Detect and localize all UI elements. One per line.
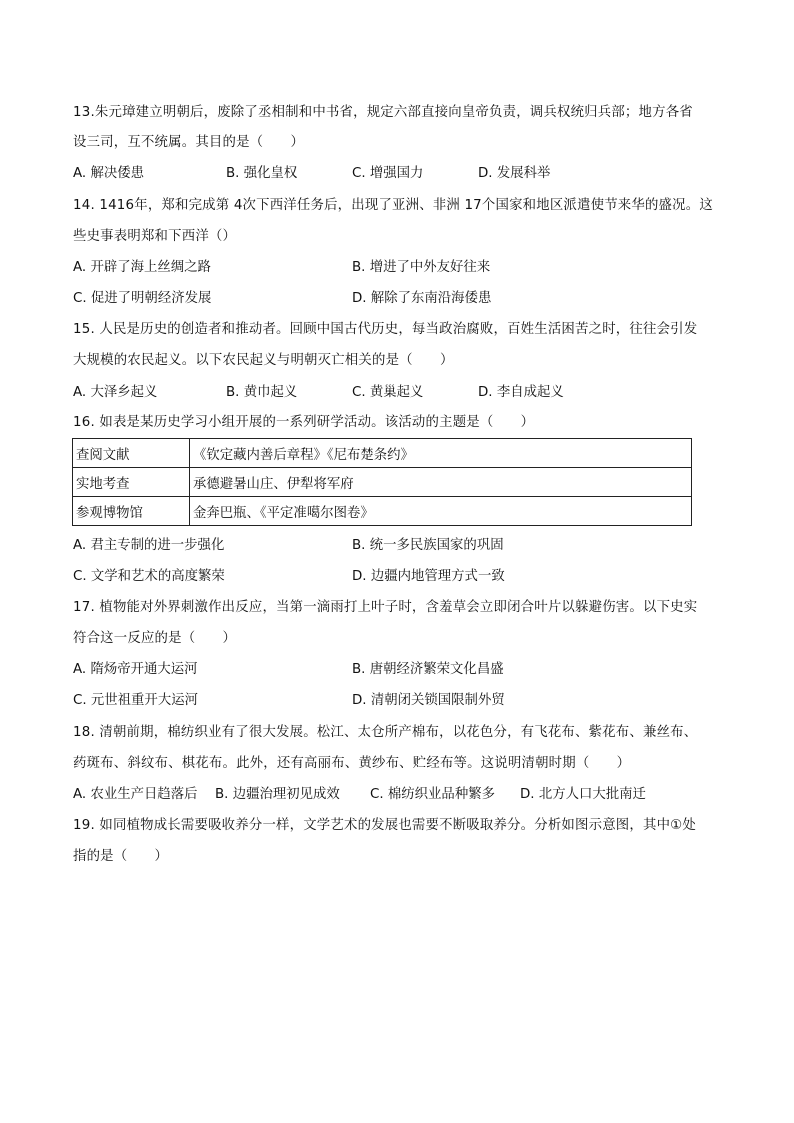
q17-option-c[interactable]: C. 元世祖重开大运河 (73, 693, 198, 708)
q19-stem-line-2: 指的是（ ） (73, 849, 169, 864)
table-row (73, 468, 692, 497)
q16-option-b[interactable]: B. 统一多民族国家的巩固 (352, 538, 504, 553)
q13-option-b[interactable]: B. 强化皇权 (226, 166, 298, 181)
q14-stem-line-1: 14. 1416年，郑和完成第 4次下西洋任务后，出现了亚洲、非洲 17个国家和地区派遣使节来华的盛况。这 (73, 198, 713, 213)
q14-stem-line-2: 些史事表明郑和下西洋（） (73, 229, 237, 244)
table-cell-activity: 实地考查 (73, 468, 190, 497)
q17-option-b[interactable]: B. 唐朝经济繁荣文化昌盛 (352, 662, 504, 677)
q19-stem-line-1: 19. 如同植物成长需要吸收养分一样，文学艺术的发展也需要不断吸取养分。分析如图示意图，其中①处 (73, 818, 696, 833)
q16-option-d[interactable]: D. 边疆内地管理方式一致 (352, 569, 505, 584)
q17-option-d[interactable]: D. 清朝闭关锁国限制外贸 (352, 693, 505, 708)
q14-option-b[interactable]: B. 增进了中外友好往来 (352, 260, 491, 275)
q13-option-a[interactable]: A. 解决倭患 (73, 166, 144, 181)
q18-option-c[interactable]: C. 棉纺织业品种繁多 (370, 787, 495, 802)
q13-stem-line-1: 13.朱元璋建立明朝后，废除了丞相制和中书省，规定六部直接向皇帝负责，调兵权统归兵部；地方各省 (73, 105, 693, 120)
q15-option-b[interactable]: B. 黄巾起义 (226, 385, 298, 400)
table-row (73, 497, 692, 526)
q15-option-a[interactable]: A. 大泽乡起义 (73, 385, 158, 400)
q13-option-c[interactable]: C. 增强国力 (352, 166, 424, 181)
q16-option-a[interactable]: A. 君主专制的进一步强化 (73, 538, 225, 553)
q18-option-b[interactable]: B. 边疆治理初见成效 (215, 787, 340, 802)
q14-option-a[interactable]: A. 开辟了海上丝绸之路 (73, 260, 211, 275)
q16-option-c[interactable]: C. 文学和艺术的高度繁荣 (73, 569, 225, 584)
q13-option-d[interactable]: D. 发展科举 (478, 166, 551, 181)
table-cell-content: 金奔巴瓶、《平定准噶尔图卷》 (190, 497, 692, 526)
q15-stem-line-1: 15. 人民是历史的创造者和推动者。回顾中国古代历史，每当政治腐败，百姓生活困苦之时，往往会引发 (73, 322, 698, 337)
q14-option-d[interactable]: D. 解除了东南沿海倭患 (352, 291, 492, 306)
q18-stem-line-1: 18. 清朝前期，棉纺织业有了很大发展。松江、太仓所产棉布，以花色分，有飞花布、紫花布、兼丝布、 (73, 725, 698, 740)
q13-stem-line-2: 设三司，互不统属。其目的是（ ） (73, 135, 305, 150)
table-cell-activity: 查阅文献 (73, 439, 190, 468)
q18-option-a[interactable]: A. 农业生产日趋落后 (73, 787, 198, 802)
q17-option-a[interactable]: A. 隋炀帝开通大运河 (73, 662, 198, 677)
q17-stem-line-1: 17. 植物能对外界刺激作出反应，当第一滴雨打上叶子时，含羞草会立即闭合叶片以躲避伤害。以下史实 (73, 600, 698, 615)
q17-stem-line-2: 符合这一反应的是（ ） (73, 631, 237, 646)
q18-option-d[interactable]: D. 北方人口大批南迁 (520, 787, 646, 802)
q15-stem-line-2: 大规模的农民起义。以下农民起义与明朝灭亡相关的是（ ） (73, 353, 454, 368)
table-cell-content: 《钦定藏内善后章程》《尼布楚条约》 (190, 439, 692, 468)
q16-stem-line-1: 16. 如表是某历史学习小组开展的一系列研学活动。该活动的主题是（ ） (73, 415, 535, 430)
table-cell-activity: 参观博物馆 (73, 497, 190, 526)
q15-option-d[interactable]: D. 李自成起义 (478, 385, 564, 400)
q14-option-c[interactable]: C. 促进了明朝经济发展 (73, 291, 212, 306)
table-row (73, 439, 692, 468)
table-cell-content: 承德避暑山庄、伊犁将军府 (190, 468, 692, 497)
q18-stem-line-2: 药斑布、斜纹布、棋花布。此外，还有高丽布、黄纱布、贮经布等。这说明清朝时期（ ） (73, 756, 631, 771)
q15-option-c[interactable]: C. 黄巢起义 (352, 385, 424, 400)
research-activity-table (72, 438, 692, 526)
